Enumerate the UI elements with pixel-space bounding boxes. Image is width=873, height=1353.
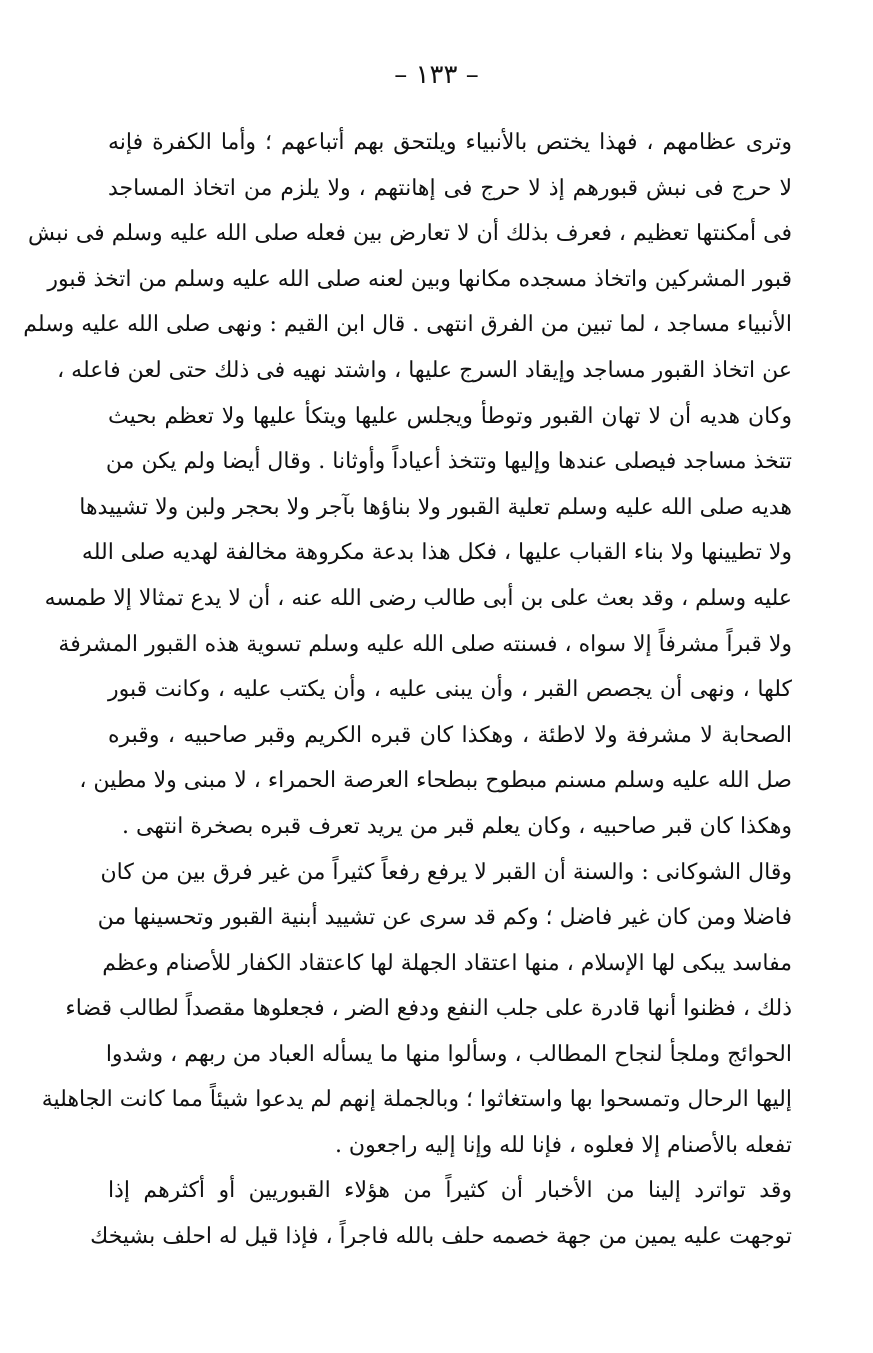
text-line: فى أمكنتها تعظيم ، فعرف بذلك أن لا تعارض بين فعله صلى الله عليه وسلم فى نبش — [28, 221, 792, 247]
text-line: تفعله بالأصنام إلا فعلوه ، فإنا لله وإنا إليه راجعون . — [334, 1133, 792, 1159]
text-line: فاضلا ومن كان غير فاضل ؛ وكم قد سرى عن تشييد أبنية القبور وتحسينها من — [97, 905, 792, 931]
text-line: ولا تطيينها ولا بناء القباب عليها ، فكل هذا بدعة مكروهة مخالفة لهديه صلى الله — [81, 540, 792, 566]
text-line: إليها الرحال وتمسحوا بها واستغاثوا ؛ وبالجملة إنهم لم يدعوا شيئاً مما كانت الجاهلية — [41, 1087, 792, 1113]
text-line: ذلك ، فظنوا أنها قادرة على جلب النفع ودفع الضر ، فجعلوها مقصداً لطالب قضاء — [65, 996, 792, 1022]
text-line: ولا قبراً مشرفاً إلا سواه ، فسنته صلى الله عليه وسلم تسوية هذه القبور المشرفة — [58, 631, 792, 657]
text-line: صل الله عليه وسلم مسنم مبطوح ببطحاء العرصة الحمراء ، لا مبنى ولا مطين ، — [79, 768, 792, 794]
paragraph-2 — [90, 1168, 792, 1259]
text-line: وهكذا كان قبر صاحبيه ، وكان يعلم قبر من يريد تعرف قبره بصخرة انتهى . — [121, 813, 792, 839]
text-line: وكان هديه أن لا تهان القبور وتوطأ ويجلس عليها ويتكأ عليها ولا تعظم بحيث — [108, 403, 792, 429]
text-line: كلها ، ونهى أن يجصص القبر ، وأن يبنى عليه ، وأن يكتب عليه ، وكانت قبور — [108, 677, 792, 703]
text-line: توجهت عليه يمين من جهة خصمه حلف بالله فاجراً ، فإذا قيل له احلف بشيخك — [90, 1223, 792, 1249]
text-line: هديه صلى الله عليه وسلم تعلية القبور ولا بناؤها بآجر ولا بحجر ولبن ولا تشييدها — [79, 494, 792, 520]
text-line: وقد تواترد إلينا من الأخبار أن كثيراً من هؤلاء القبوريين أو أكثرهم إذا — [108, 1178, 792, 1203]
text-line: الصحابة لا مشرفة ولا لاطئة ، وهكذا كان قبره الكريم وقبر صاحبيه ، وقبره — [108, 722, 792, 748]
text-line: لا حرج فى نبش قبورهم إذ لا حرج فى إهانتهم ، ولا يلزم من اتخاذ المساجد — [108, 175, 792, 201]
text-line: وقال الشوكانى : والسنة أن القبر لا يرفع رفعاً كثيراً من غير فرق بين من كان — [100, 859, 792, 885]
text-line: عليه وسلم ، وقد بعث على بن أبى طالب رضى الله عنه ، أن لا يدع تمثالا إلا طمسه — [44, 585, 792, 611]
page-number: – ١٣٣ – — [394, 60, 479, 90]
text-line: عن اتخاذ القبور مساجد وإيقاد السرج عليها ، واشتد نهيه فى ذلك حتى لعن فاعله ، — [57, 357, 792, 383]
text-line: مفاسد يبكى لها الإسلام ، منها اعتقاد الجهلة لها كاعتقاد الكفار للأصنام وعظم — [102, 950, 792, 976]
text-line: الأنبياء مساجد ، لما تبين من الفرق انتهى . قال ابن القيم : ونهى صلى الله عليه وسلم — [23, 312, 792, 338]
text-line: قبور المشركين واتخاذ مسجده مكانها وبين لعنه صلى الله عليه وسلم من اتخذ قبور — [47, 266, 792, 292]
paragraph-1 — [23, 120, 792, 1169]
text-line: تتخذ مساجد فيصلى عندها وإليها وتتخذ أعياداً وأوثانا . وقال أيضا ولم يكن من — [105, 449, 792, 475]
text-line: الحوائج وملجأ لنجاح المطالب ، وسألوا منها ما يسأله العباد من ربهم ، وشدوا — [105, 1041, 792, 1067]
text-line: وترى عظامهم ، فهذا يختص بالأنبياء ويلتحق بهم أتباعهم ؛ وأما الكفرة فإنه — [108, 130, 792, 155]
